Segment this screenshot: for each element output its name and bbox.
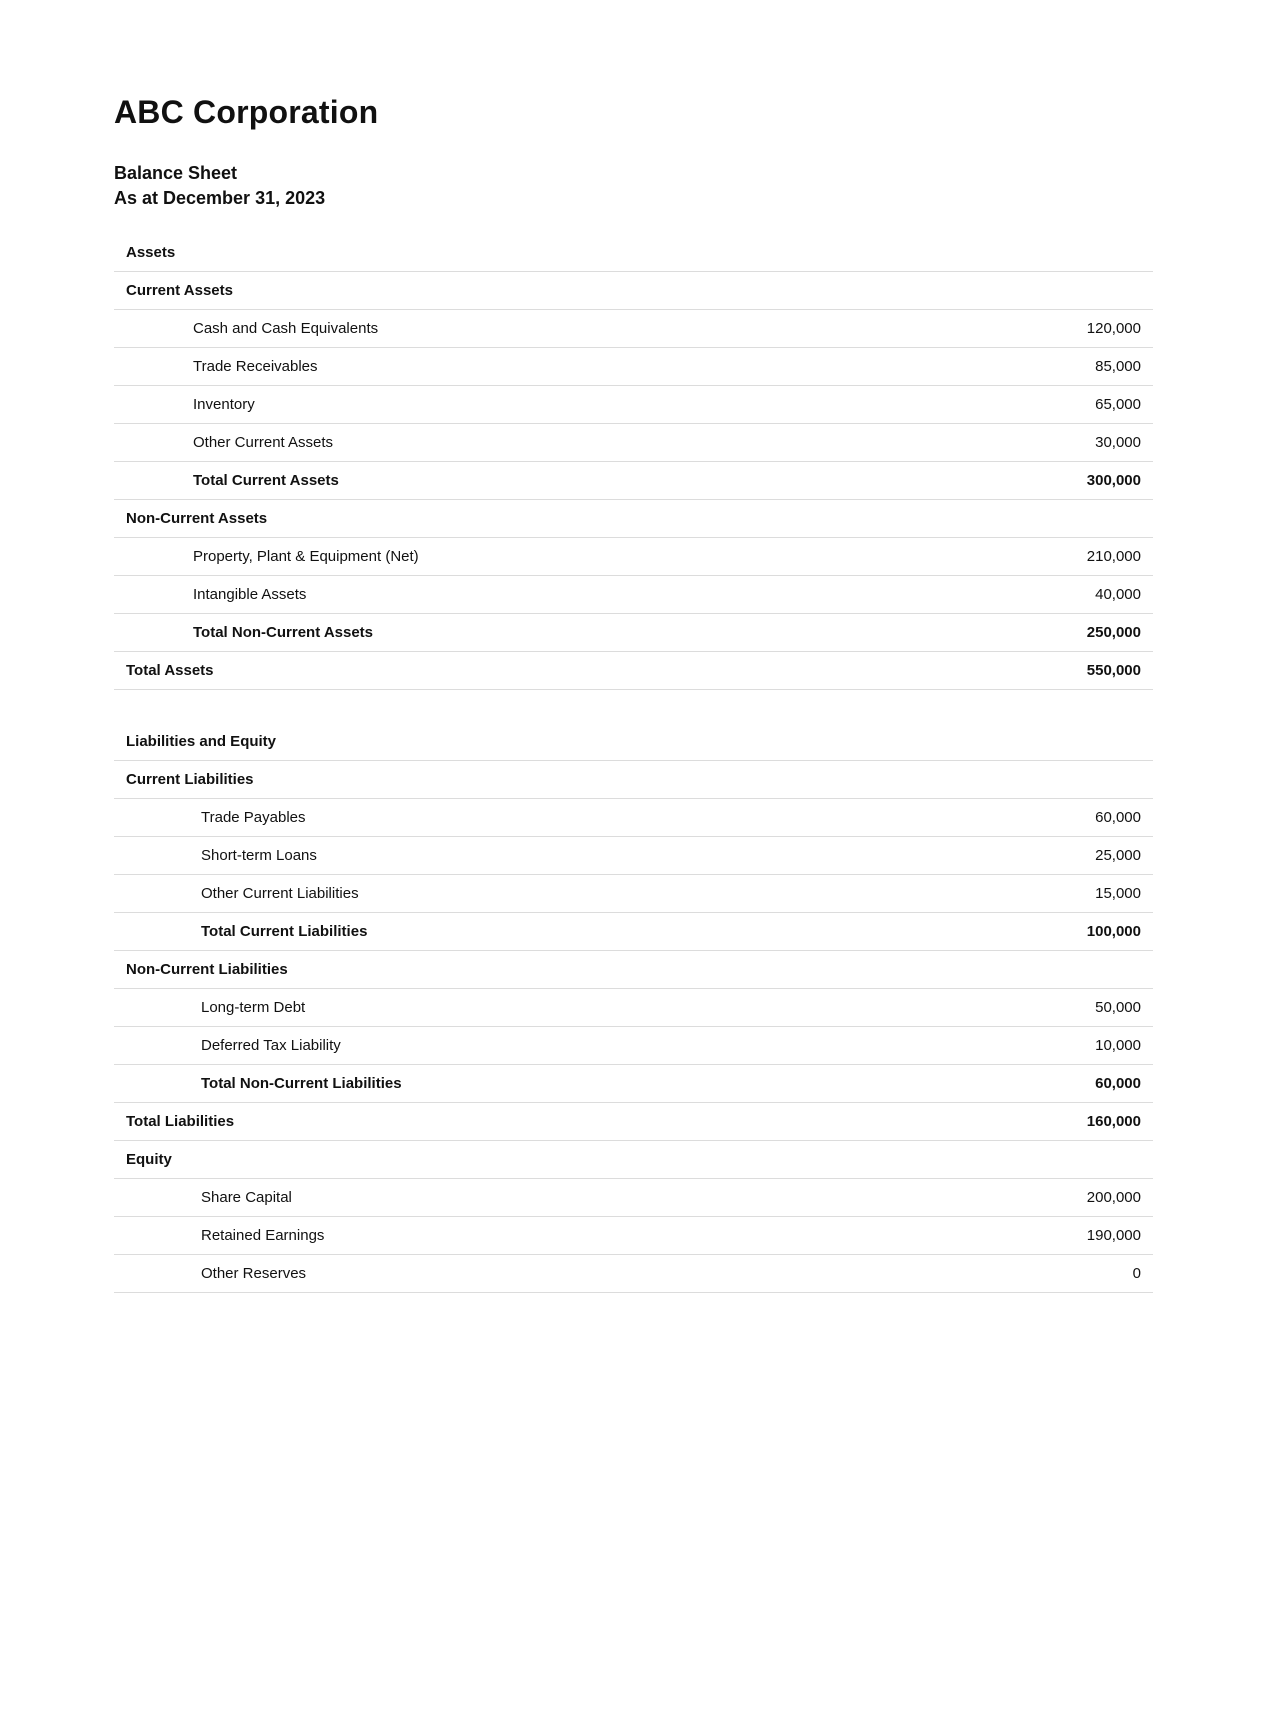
group-row	[114, 272, 1153, 310]
line-item-label: Cash and Cash Equivalents	[114, 310, 929, 348]
line-item-amount: 200,000	[929, 1179, 1153, 1217]
line-item-row	[114, 875, 1153, 913]
group-row	[114, 951, 1153, 989]
line-item-amount: 65,000	[929, 386, 1153, 424]
total-label: Total Liabilities	[114, 1103, 929, 1141]
line-item-label: Property, Plant & Equipment (Net)	[114, 538, 929, 576]
line-item-amount: 210,000	[929, 538, 1153, 576]
line-item-row	[114, 799, 1153, 837]
line-item-amount: 15,000	[929, 875, 1153, 913]
subtotal-label: Total Non-Current Assets	[114, 614, 929, 652]
line-item-row	[114, 1027, 1153, 1065]
section-row	[114, 723, 1153, 761]
subtotal-amount: 250,000	[929, 614, 1153, 652]
line-item-amount: 85,000	[929, 348, 1153, 386]
group-row	[114, 1141, 1153, 1179]
line-item-amount: 0	[929, 1255, 1153, 1293]
subtotal-amount: 100,000	[929, 913, 1153, 951]
line-item-row	[114, 576, 1153, 614]
subtotal-label: Total Current Assets	[114, 462, 929, 500]
line-item-row	[114, 1179, 1153, 1217]
line-item-label: Retained Earnings	[114, 1217, 929, 1255]
assets-table	[114, 234, 1153, 690]
liabilities-equity-table	[114, 723, 1153, 1293]
report-subtitle	[114, 161, 325, 211]
report-title: Balance Sheet	[114, 163, 238, 183]
line-item-label: Other Current Liabilities	[114, 875, 929, 913]
line-item-label: Intangible Assets	[114, 576, 929, 614]
total-row	[114, 652, 1153, 690]
line-item-row	[114, 837, 1153, 875]
total-amount: 160,000	[929, 1103, 1153, 1141]
group-row	[114, 761, 1153, 799]
line-item-amount: 40,000	[929, 576, 1153, 614]
line-item-row	[114, 538, 1153, 576]
subtotal-label: Total Current Liabilities	[114, 913, 929, 951]
subtotal-amount: 60,000	[929, 1065, 1153, 1103]
group-heading: Current Assets	[114, 272, 929, 310]
line-item-label: Trade Payables	[114, 799, 929, 837]
line-item-amount: 60,000	[929, 799, 1153, 837]
line-item-amount: 25,000	[929, 837, 1153, 875]
line-item-amount: 190,000	[929, 1217, 1153, 1255]
line-item-label: Other Reserves	[114, 1255, 929, 1293]
subtotal-row	[114, 1065, 1153, 1103]
total-amount: 550,000	[929, 652, 1153, 690]
line-item-label: Inventory	[114, 386, 929, 424]
line-item-row	[114, 348, 1153, 386]
section-heading: Assets	[114, 234, 929, 272]
report-date: As at December 31, 2023	[114, 188, 326, 208]
group-row	[114, 500, 1153, 538]
line-item-label: Short-term Loans	[114, 837, 929, 875]
line-item-row	[114, 1217, 1153, 1255]
group-heading: Equity	[114, 1141, 929, 1179]
section-row	[114, 234, 1153, 272]
total-row	[114, 1103, 1153, 1141]
line-item-row	[114, 310, 1153, 348]
line-item-row	[114, 424, 1153, 462]
line-item-label: Other Current Assets	[114, 424, 929, 462]
line-item-row	[114, 989, 1153, 1027]
company-name: ABC Corporation	[114, 94, 379, 130]
line-item-label: Trade Receivables	[114, 348, 929, 386]
subtotal-row	[114, 614, 1153, 652]
subtotal-row	[114, 462, 1153, 500]
group-heading: Non-Current Liabilities	[114, 951, 929, 989]
group-heading: Current Liabilities	[114, 761, 929, 799]
subtotal-amount: 300,000	[929, 462, 1153, 500]
line-item-label: Long-term Debt	[114, 989, 929, 1027]
line-item-amount: 50,000	[929, 989, 1153, 1027]
line-item-label: Share Capital	[114, 1179, 929, 1217]
section-heading: Liabilities and Equity	[114, 723, 929, 761]
subtotal-row	[114, 913, 1153, 951]
line-item-amount: 10,000	[929, 1027, 1153, 1065]
line-item-row	[114, 386, 1153, 424]
group-heading: Non-Current Assets	[114, 500, 929, 538]
line-item-label: Deferred Tax Liability	[114, 1027, 929, 1065]
subtotal-label: Total Non-Current Liabilities	[114, 1065, 929, 1103]
line-item-amount: 120,000	[929, 310, 1153, 348]
total-label: Total Assets	[114, 652, 929, 690]
line-item-row	[114, 1255, 1153, 1293]
line-item-amount: 30,000	[929, 424, 1153, 462]
